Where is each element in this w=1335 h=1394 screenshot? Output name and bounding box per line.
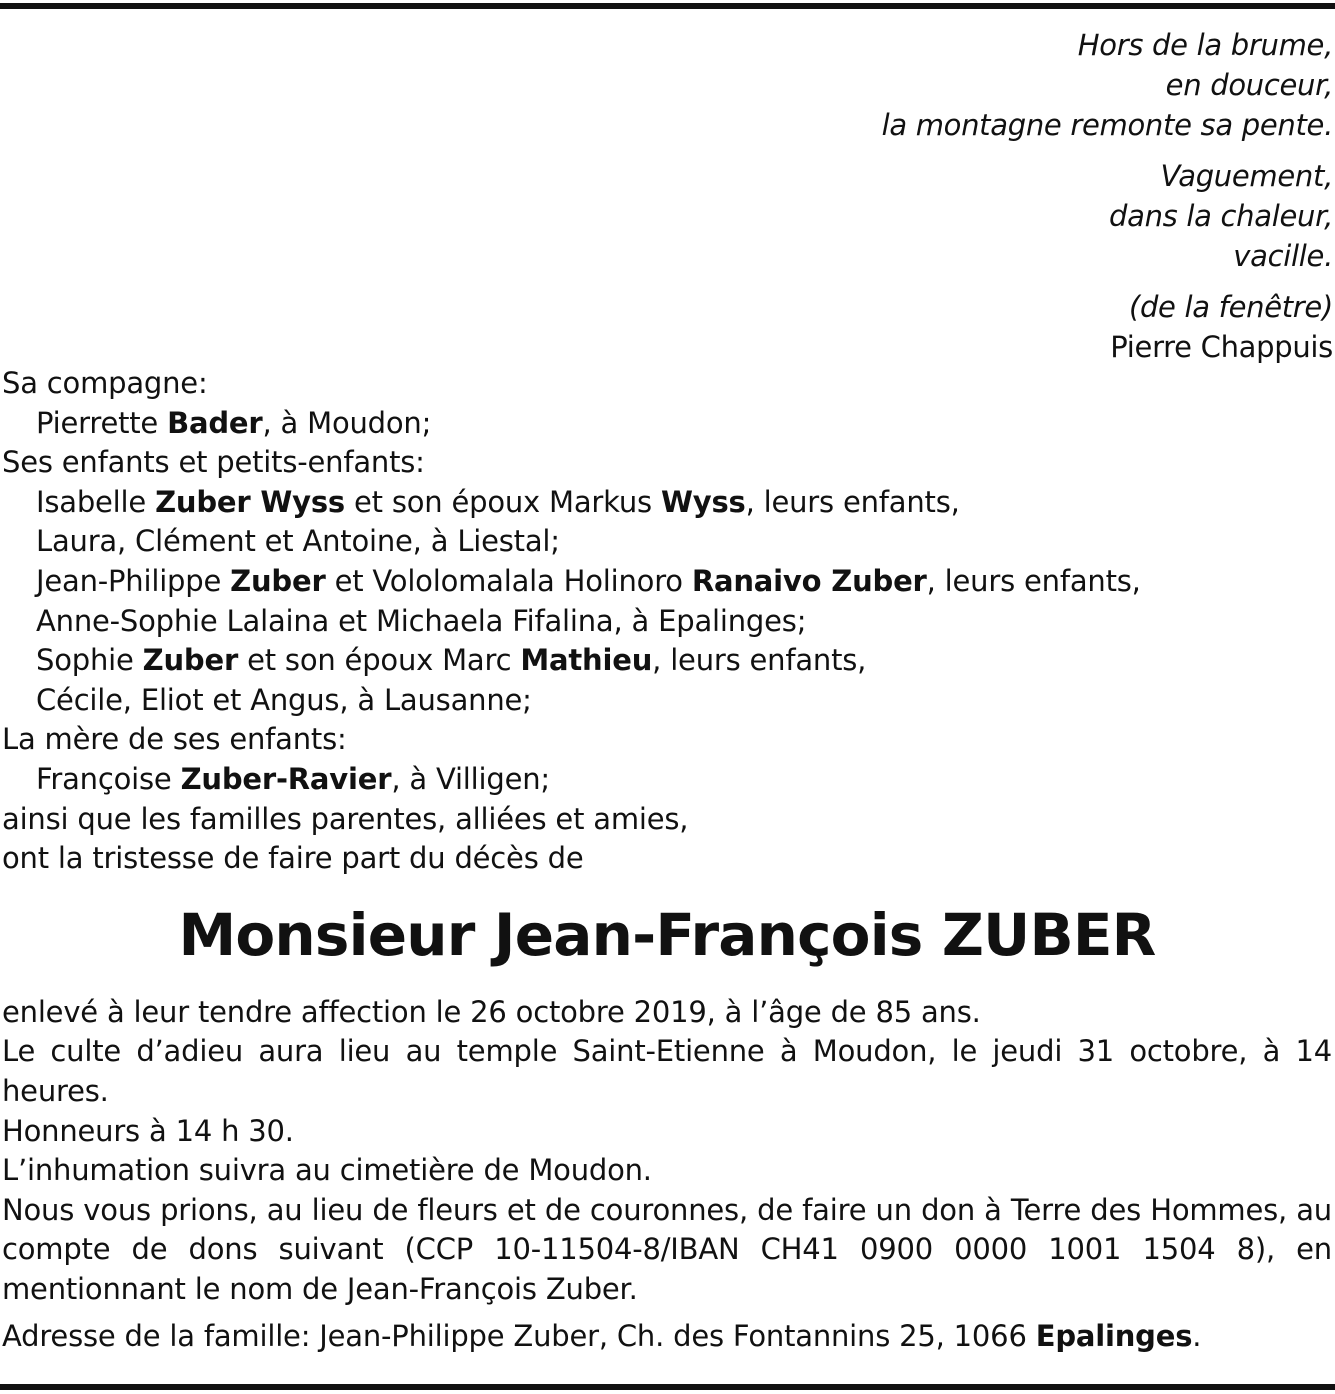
poem-line: vacille.: [1233, 239, 1333, 273]
family-address: Adresse de la famille: Jean-Philippe Zuber, Ch. des Fontannins 25, 1066 Epalinges.: [2, 1319, 1202, 1354]
detail-paragraph: Le culte d’adieu aura lieu au temple Saint-Etienne à Moudon, le jeudi 31 octobre, à 14 heures.: [2, 1034, 1332, 1108]
poem-line: dans la chaleur,: [1109, 199, 1333, 233]
child-line: Isabelle Zuber Wyss et son époux Markus Wyss, leurs enfants,: [36, 484, 960, 519]
child-line: Sophie Zuber et son époux Marc Mathieu, leurs enfants,: [36, 643, 867, 678]
detail-paragraph: enlevé à leur tendre affection le 26 octobre 2019, à l’âge de 85 ans.: [2, 994, 981, 1029]
poem-line: en douceur,: [1165, 68, 1333, 102]
partner-line: Pierrette Bader, à Moudon;: [36, 405, 432, 440]
grandchildren-line: Anne-Sophie Lalaina et Michaela Fifalina, à Epalinges;: [36, 603, 807, 638]
bottom-rule: [0, 1384, 1335, 1390]
grandchildren-line: Laura, Clément et Antoine, à Liestal;: [36, 524, 560, 559]
poem-source: (de la fenêtre): [1128, 290, 1333, 324]
detail-paragraph: L’inhumation suivra au cimetière de Moudon.: [2, 1153, 652, 1188]
deceased-name: Monsieur Jean-François ZUBER: [178, 900, 1156, 969]
poem: [882, 25, 1333, 367]
grandchildren-line: Cécile, Eliot et Angus, à Lausanne;: [36, 682, 532, 717]
closing-line: ainsi que les familles parentes, alliées et amies,: [2, 801, 689, 836]
top-rule: [0, 3, 1335, 9]
detail-paragraph: Nous vous prions, au lieu de fleurs et de couronnes, de faire un don à Terre des Hommes, au compte de dons suivant (CCP 10-11504-8/IBAN CH41 0900 0000 1001 1504 8), en mentionnant le nom de Jean-François Zuber.: [2, 1192, 1332, 1306]
notice-body: [2, 364, 1332, 1357]
detail-paragraph: Honneurs à 14 h 30.: [2, 1113, 294, 1148]
partner-label: Sa compagne:: [2, 366, 208, 400]
closing-line: ont la tristesse de faire part du décès de: [2, 841, 584, 876]
poem-line: la montagne remonte sa pente.: [881, 108, 1333, 142]
mother-label: La mère de ses enfants:: [2, 722, 347, 757]
mother-line: Françoise Zuber-Ravier, à Villigen;: [36, 761, 550, 796]
poem-line: Hors de la brume,: [1077, 28, 1333, 62]
poem-line: Vaguement,: [1160, 159, 1333, 193]
poem-author: Pierre Chappuis: [1110, 330, 1333, 364]
child-line: Jean-Philippe Zuber et Vololomalala Holinoro Ranaivo Zuber, leurs enfants,: [36, 563, 1141, 598]
children-label: Ses enfants et petits-enfants:: [2, 445, 425, 480]
